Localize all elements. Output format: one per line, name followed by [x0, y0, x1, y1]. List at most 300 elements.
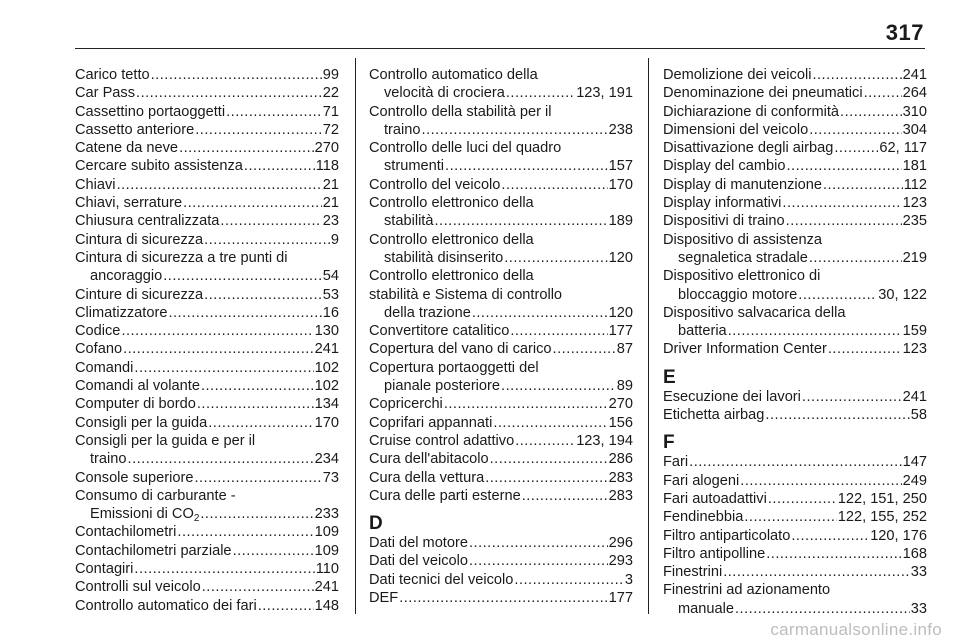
entry-title: Finestrini: [663, 564, 723, 581]
entry-line: [75, 469, 339, 487]
page-ref: 87: [616, 341, 633, 358]
entry-line: [663, 121, 927, 139]
entry-title: Cura dell'abitacolo: [369, 451, 489, 468]
page-ref: 234: [314, 451, 339, 468]
index-entry: [663, 304, 927, 341]
entry-title: Display del cambio: [663, 158, 786, 175]
index-entry: [75, 523, 339, 541]
index-entry: [75, 542, 339, 560]
leader-dots: [226, 103, 322, 121]
entry-line: [369, 571, 633, 589]
index-entry: [369, 66, 633, 103]
leader-dots: [134, 359, 313, 377]
entry-text: [663, 66, 811, 84]
entry-text: [369, 450, 489, 468]
entry-line: [663, 563, 927, 581]
index-entry: [75, 176, 339, 194]
entry-title: bloccaggio motore: [678, 286, 798, 303]
index-entry: [369, 414, 633, 432]
entry-text: [75, 66, 150, 84]
entry-title: Copertura del vano di carico: [369, 341, 552, 358]
entry-line: [75, 377, 339, 395]
page-ref: 21: [322, 195, 339, 212]
leader-dots: [768, 490, 837, 508]
entry-title: Contachilometri: [75, 524, 177, 541]
entry-title: Comandi: [75, 359, 134, 376]
entry-line: [663, 66, 927, 84]
page-ref: 22: [322, 85, 339, 102]
entry-line: [663, 139, 927, 157]
leader-dots: [258, 597, 314, 615]
index-entry: [75, 286, 339, 304]
entry-text-line: Dispositivo di assistenza: [663, 231, 822, 248]
index-entry: [75, 66, 339, 84]
leader-dots: [220, 212, 321, 230]
entry-line: [369, 414, 633, 432]
entry-line: [663, 249, 927, 267]
index-entry: [663, 388, 927, 406]
entry-text: [369, 571, 513, 589]
leader-dots: [177, 523, 313, 541]
entry-title: Car Pass: [75, 85, 136, 102]
index-entry: [75, 395, 339, 413]
page-ref: 270: [314, 140, 339, 157]
page-ref: 120, 176: [870, 527, 927, 544]
entry-line: [75, 267, 339, 285]
entry-line: [369, 469, 633, 487]
index-entry: [369, 267, 633, 322]
page-ref: 296: [608, 535, 633, 552]
entry-text: [75, 578, 201, 596]
page-ref: 102: [314, 378, 339, 395]
index-entry: [75, 560, 339, 578]
entry-title: traino: [384, 121, 421, 138]
leader-dots: [179, 139, 314, 157]
entry-line: [663, 340, 927, 358]
index-entry: [369, 487, 633, 505]
index-entry: [75, 249, 339, 286]
entry-text-line: Controllo elettronico della: [369, 195, 534, 212]
page-ref: 181: [902, 158, 927, 175]
entry-line: [369, 589, 633, 607]
page-ref: 122, 151, 250: [837, 490, 927, 507]
entry-text: [75, 286, 203, 304]
entry-text: [384, 84, 505, 102]
leader-dots: [766, 545, 901, 563]
entry-text: [663, 84, 863, 102]
page-ref: 130: [314, 323, 339, 340]
index-entry: [663, 508, 927, 526]
entry-title: stabilità disinserito: [384, 249, 504, 266]
entry-title: Catene da neve: [75, 140, 179, 157]
page-ref: 241: [902, 388, 927, 405]
index-entry: [663, 121, 927, 139]
entry-line: [663, 212, 927, 230]
index-entry: [75, 578, 339, 596]
index-entry: [369, 552, 633, 570]
entry-line: [75, 322, 339, 340]
index-entry: [369, 534, 633, 552]
index-entry: [369, 103, 633, 140]
page-ref: 120: [608, 249, 633, 266]
entry-title: Codice: [75, 323, 121, 340]
index-entry: [663, 157, 927, 175]
entry-line: [75, 505, 339, 523]
leader-dots: [399, 589, 607, 607]
entry-text: [90, 267, 162, 285]
entry-title: Cinture di sicurezza: [75, 286, 204, 303]
entry-line: [663, 388, 927, 406]
entry-line: [369, 249, 633, 267]
index-entry: [369, 194, 633, 231]
entry-line: [369, 212, 633, 230]
leader-dots: [823, 176, 903, 194]
entry-text: [678, 249, 808, 267]
leader-dots: [840, 103, 902, 121]
leader-dots: [765, 406, 909, 424]
entry-text: [384, 249, 503, 267]
leader-dots: [809, 121, 901, 139]
index-entry: [369, 589, 633, 607]
entry-line: [369, 121, 633, 139]
entry-text-line: Finestrini ad azionamento: [663, 582, 831, 599]
entry-text-line: Dispositivo salvacarica della: [663, 304, 846, 321]
entry-text: [369, 534, 468, 552]
entry-title: Denominazione dei pneumatici: [663, 85, 863, 102]
index-entry: [75, 487, 339, 524]
entry-line: [369, 377, 633, 395]
index-entry: [369, 571, 633, 589]
entry-text: [369, 487, 521, 505]
entry-title: Chiusura centralizzata: [75, 213, 220, 230]
entry-text-line: Copertura portaoggetti del: [369, 359, 539, 376]
page-ref: 109: [314, 542, 339, 559]
entry-text: [90, 450, 127, 468]
entry-text: [75, 597, 257, 615]
entry-text: [663, 472, 739, 490]
index-entry: [75, 469, 339, 487]
entry-text-line: Cintura di sicurezza a tre punti di: [75, 249, 288, 266]
page-ref: 310: [902, 103, 927, 120]
index-entry: [75, 597, 339, 615]
index-entry: [663, 231, 927, 268]
entry-text: [678, 286, 797, 304]
entry-line: [75, 157, 339, 175]
page-ref: 23: [322, 213, 339, 230]
entry-title: Cofano: [75, 341, 123, 358]
entry-line: [369, 157, 633, 175]
entry-title: Fendinebbia: [663, 509, 744, 526]
index-entry: [75, 103, 339, 121]
leader-dots: [195, 121, 322, 139]
entry-title: Disattivazione degli airbag: [663, 140, 834, 157]
entry-text: [369, 322, 509, 340]
entry-text-line: Consumo di carburante -: [75, 487, 236, 504]
header-rule: [75, 48, 925, 49]
entry-text: [75, 469, 193, 487]
leader-dots: [553, 340, 616, 358]
entry-line: [663, 453, 927, 471]
index-entry: [663, 406, 927, 424]
entry-text: [75, 121, 194, 139]
entry-text: [369, 176, 500, 194]
entry-title: stabilità: [384, 213, 434, 230]
entry-title: Consigli per la guida: [75, 414, 208, 431]
leader-dots: [123, 340, 314, 358]
page-ref: 219: [902, 249, 927, 266]
page-ref: 249: [902, 472, 927, 489]
entry-title: Display informativi: [663, 195, 782, 212]
page-ref: 33: [910, 564, 927, 581]
entry-text: [678, 600, 734, 618]
entry-line: [369, 395, 633, 413]
page-number: 317: [885, 20, 924, 45]
leader-dots: [493, 414, 607, 432]
leader-dots: [128, 450, 314, 468]
entry-title: Contachilometri parziale: [75, 542, 232, 559]
entry-text: [75, 395, 196, 413]
entry-text: [384, 157, 444, 175]
entry-line: [75, 414, 339, 432]
entry-title: Copricerchi: [369, 396, 443, 413]
leader-dots: [786, 157, 901, 175]
page-ref: 270: [608, 396, 633, 413]
leader-dots: [728, 322, 902, 340]
index-entry: [663, 545, 927, 563]
entry-title: Filtro antiparticolato: [663, 527, 791, 544]
index-entry: [369, 231, 633, 268]
leader-dots: [434, 212, 607, 230]
index-entry: [75, 322, 339, 340]
leader-dots: [233, 542, 314, 560]
page-ref: 123, 191: [576, 85, 633, 102]
entry-text: [663, 545, 765, 563]
page-ref: 189: [608, 213, 633, 230]
entry-text: [75, 231, 203, 249]
entry-title: Esecuzione dei lavori: [663, 388, 801, 405]
leader-dots: [809, 249, 902, 267]
entry-title: manuale: [678, 600, 734, 617]
leader-dots: [506, 84, 575, 102]
page-ref: 9: [330, 231, 339, 248]
entry-line: [369, 84, 633, 102]
entry-text-line: Controllo automatico della: [369, 67, 538, 83]
page-ref: 134: [314, 396, 339, 413]
page-ref: 33: [910, 600, 927, 617]
entry-title: Fari: [663, 454, 689, 471]
page-ref: 159: [902, 323, 927, 340]
entry-line: [75, 523, 339, 541]
leader-dots: [510, 322, 607, 340]
entry-text: [75, 377, 200, 395]
leader-dots: [204, 286, 322, 304]
index-column-2: [369, 66, 633, 607]
entry-text: [75, 194, 182, 212]
index-entry: [75, 194, 339, 212]
page-ref: 123: [902, 195, 927, 212]
entry-title: Coprifari appannati: [369, 414, 493, 431]
page-ref: 147: [902, 454, 927, 471]
index-entry: [75, 414, 339, 432]
entry-title: batteria: [678, 323, 727, 340]
leader-dots: [504, 249, 607, 267]
section-letter: E: [663, 366, 676, 388]
entry-title: traino: [90, 451, 127, 468]
entry-title: ancoraggio: [90, 268, 163, 285]
index-entry: [75, 139, 339, 157]
entry-text: [90, 505, 199, 523]
entry-text: [369, 589, 398, 607]
leader-dots: [828, 340, 902, 358]
leader-dots: [791, 527, 869, 545]
entry-title: Dispositivi di traino: [663, 213, 785, 230]
entry-line: [663, 194, 927, 212]
leader-dots: [689, 453, 902, 471]
leader-dots: [490, 450, 608, 468]
entry-line: [75, 450, 339, 468]
page-ref: 170: [314, 414, 339, 431]
entry-line: [75, 231, 339, 249]
leader-dots: [514, 571, 623, 589]
entry-title: Controlli sul veicolo: [75, 579, 201, 596]
entry-line: [75, 542, 339, 560]
entry-line: [75, 121, 339, 139]
leader-dots: [802, 388, 902, 406]
entry-title: Dati del veicolo: [369, 553, 468, 570]
page-ref: 264: [902, 85, 927, 102]
entry-text: [369, 340, 552, 358]
entry-title: Display di manutenzione: [663, 176, 822, 193]
leader-dots: [134, 560, 314, 578]
index-entry: [663, 472, 927, 490]
page-ref: 304: [902, 121, 927, 138]
leader-dots: [244, 157, 315, 175]
entry-text: [369, 395, 443, 413]
entry-text: [663, 527, 790, 545]
entry-text: [663, 194, 781, 212]
index-entry: [663, 563, 927, 581]
index-entry: [75, 359, 339, 377]
page-ref: 283: [608, 469, 633, 486]
entry-title: Etichetta airbag: [663, 407, 765, 424]
entry-title: Demolizione dei veicoli: [663, 67, 812, 83]
leader-dots: [151, 66, 322, 84]
entry-title: Cintura di sicurezza: [75, 231, 204, 248]
entry-text: [75, 304, 167, 322]
leader-dots: [121, 322, 313, 340]
entry-text-line: Dispositivo elettronico di: [663, 268, 821, 285]
page-ref: 156: [608, 414, 633, 431]
entry-line: [369, 552, 633, 570]
leader-dots: [444, 395, 608, 413]
entry-title: DEF: [369, 590, 399, 607]
entry-title: Carico tetto: [75, 67, 150, 83]
leader-dots: [136, 84, 322, 102]
entry-text: [75, 103, 225, 121]
page-ref: 21: [322, 176, 339, 193]
entry-text: [75, 340, 122, 358]
page-ref: 120: [608, 304, 633, 321]
entry-title: Convertitore catalitico: [369, 323, 510, 340]
entry-text: [384, 212, 433, 230]
entry-line: [369, 340, 633, 358]
entry-line: [663, 508, 927, 526]
page-ref: 241: [314, 579, 339, 596]
entry-text: [663, 490, 767, 508]
leader-dots: [183, 194, 322, 212]
entry-text-line: Consigli per la guida e per il: [75, 432, 256, 449]
page-ref: 73: [322, 469, 339, 486]
entry-title: Fari autoadattivi: [663, 490, 767, 507]
entry-line: [75, 103, 339, 121]
entry-text-line: Controllo elettronico della: [369, 268, 534, 285]
entry-line: [369, 450, 633, 468]
leader-dots: [744, 508, 836, 526]
index-entry: [369, 432, 633, 450]
index-entry: [369, 340, 633, 358]
entry-text: [75, 176, 116, 194]
index-entry: [75, 304, 339, 322]
entry-line: [663, 600, 927, 618]
entry-text: [663, 157, 785, 175]
page-ref: 233: [314, 506, 339, 523]
entry-text: [369, 469, 484, 487]
page-ref: 241: [902, 67, 927, 83]
leader-dots: [204, 231, 330, 249]
entry-line: [663, 472, 927, 490]
entry-title: Fari alogeni: [663, 472, 740, 489]
leader-dots: [834, 139, 878, 157]
entry-text: [663, 103, 839, 121]
page-ref: 241: [314, 341, 339, 358]
entry-text: [663, 176, 822, 194]
entry-line: [369, 304, 633, 322]
page-ref: 148: [314, 597, 339, 614]
entry-title: Computer di bordo: [75, 396, 196, 413]
entry-line: [369, 322, 633, 340]
entry-title: Emissioni di CO: [90, 506, 194, 523]
entry-text: [384, 304, 471, 322]
entry-text: [678, 322, 727, 340]
index-column-3: [663, 66, 927, 618]
leader-dots: [200, 505, 313, 523]
leader-dots: [163, 267, 322, 285]
index-entry: [663, 84, 927, 102]
entry-text: [75, 322, 120, 340]
column-divider: [648, 58, 649, 614]
leader-dots: [201, 377, 314, 395]
entry-line: [663, 103, 927, 121]
entry-subscript: 2: [193, 513, 200, 525]
page-ref: 235: [902, 213, 927, 230]
leader-dots: [194, 469, 321, 487]
index-entry: [663, 453, 927, 471]
index-entry: [663, 490, 927, 508]
entry-line: [75, 176, 339, 194]
entry-line: [75, 66, 339, 84]
entry-title: Controllo del veicolo: [369, 176, 501, 193]
entry-title: Dimensioni del veicolo: [663, 121, 809, 138]
page-ref: 293: [608, 553, 633, 570]
entry-text: [663, 139, 833, 157]
entry-title: Dati tecnici del veicolo: [369, 571, 514, 588]
page-ref: 123: [902, 341, 927, 358]
page-ref: 3: [624, 571, 633, 588]
page-ref: 118: [315, 158, 339, 175]
page-ref: 72: [322, 121, 339, 138]
page-ref: 123, 194: [576, 432, 633, 449]
index-entry: [663, 176, 927, 194]
